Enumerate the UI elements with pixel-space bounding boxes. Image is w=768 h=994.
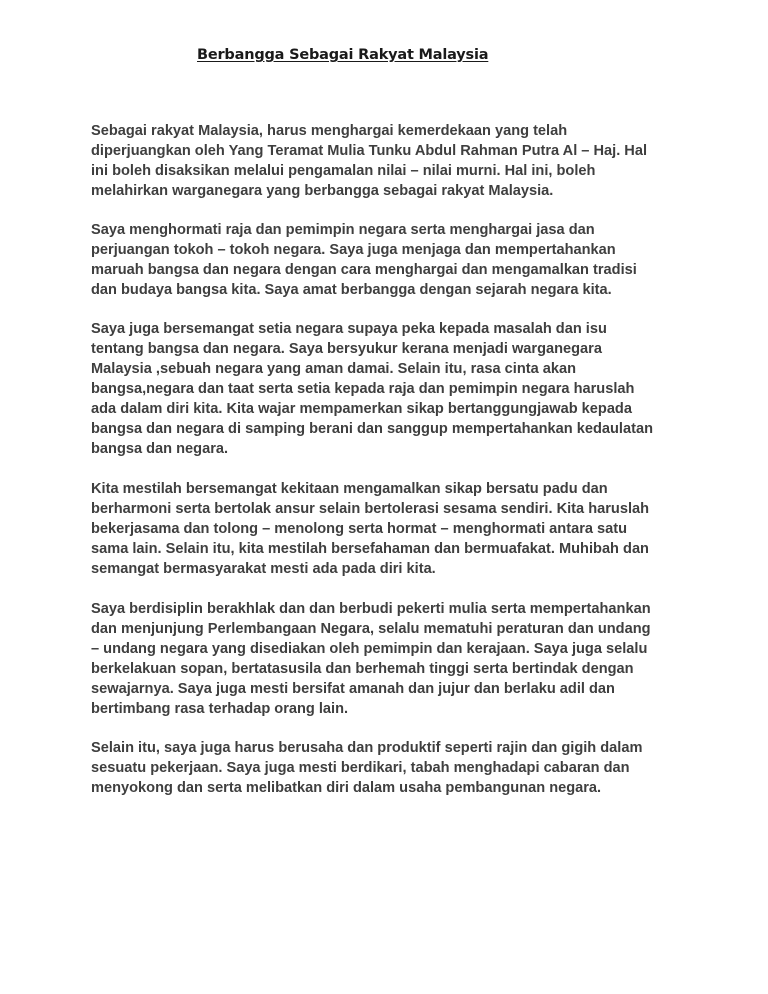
paragraph-3 [91,319,653,459]
paragraph-line: sesuatu pekerjaan. Saya juga mesti berdikari, tabah menghadapi cabaran dan [91,760,630,776]
paragraph-line: maruah bangsa dan negara dengan cara menghargai dan mengamalkan tradisi [91,262,637,278]
paragraph-line: bangsa dan negara di samping berani dan sanggup mempertahankan kedaulatan [91,421,653,437]
paragraph-line: berkelakuan sopan, bertatasusila dan berhemah tinggi serta bertindak dengan [91,661,634,677]
paragraph-6 [91,738,642,798]
document-title: Berbangga Sebagai Rakyat Malaysia [197,47,489,63]
paragraph-line: Kita mestilah bersemangat kekitaan mengamalkan sikap bersatu padu dan [91,481,608,497]
paragraph-line: bangsa dan negara. [91,441,229,457]
paragraph-line: sewajarnya. Saya juga mesti bersifat amanah dan jujur dan berlaku adil dan [91,681,615,697]
paragraph-line: Sebagai rakyat Malaysia, harus menghargai kemerdekaan yang telah [91,123,568,139]
paragraph-1 [91,121,647,201]
paragraph-line: Saya juga bersemangat setia negara supaya peka kepada masalah dan isu [91,321,607,337]
paragraph-line: – undang negara yang disediakan oleh pemimpin dan kerajaan. Saya juga selalu [91,641,648,657]
paragraph-line: dan budaya bangsa kita. Saya amat berbangga dengan sejarah negara kita. [91,282,612,298]
paragraph-line: tentang bangsa dan negara. Saya bersyukur kerana menjadi warganegara [91,341,602,357]
paragraph-line: semangat bermasyarakat mesti ada pada diri kita. [91,561,436,577]
paragraph-line: perjuangan tokoh – tokoh negara. Saya juga menjaga dan mempertahankan [91,242,616,258]
paragraph-line: diperjuangkan oleh Yang Teramat Mulia Tunku Abdul Rahman Putra Al – Haj. Hal [91,143,648,159]
paragraph-5 [91,599,651,719]
paragraph-line: sama lain. Selain itu, kita mestilah bersefahaman dan bermuafakat. Muhibah dan [91,541,649,557]
paragraph-line: Saya menghormati raja dan pemimpin negara serta menghargai jasa dan [91,222,595,238]
paragraph-line: ini boleh disaksikan melalui pengamalan nilai – nilai murni. Hal ini, boleh [91,163,596,179]
paragraph-line: bertimbang rasa terhadap orang lain. [91,701,349,717]
paragraph-line: melahirkan warganegara yang berbangga sebagai rakyat Malaysia. [91,183,554,199]
paragraph-line: bangsa,negara dan taat serta setia kepada raja dan pemimpin negara haruslah [91,381,635,397]
paragraph-line: menyokong dan serta melibatkan diri dalam usaha pembangunan negara. [91,780,602,796]
paragraph-4 [91,479,649,579]
paragraph-line: ada dalam diri kita. Kita wajar mempamerkan sikap bertanggungjawab kepada [91,401,632,417]
paragraph-line: Saya berdisiplin berakhlak dan dan berbudi pekerti mulia serta mempertahankan [91,601,651,617]
paragraph-line: Malaysia ,sebuah negara yang aman damai. Selain itu, rasa cinta akan [91,361,577,377]
paragraph-line: bekerjasama dan tolong – menolong serta hormat – menghormati antara satu [91,521,628,537]
paragraph-line: dan menjunjung Perlembangaan Negara, selalu mematuhi peraturan dan undang [91,621,651,637]
paragraph-line: Selain itu, saya juga harus berusaha dan produktif seperti rajin dan gigih dalam [91,740,643,756]
paragraph-line: berharmoni serta bertolak ansur selain bertolerasi sesama sendiri. Kita haruslah [91,501,650,517]
paragraph-2 [91,220,637,300]
